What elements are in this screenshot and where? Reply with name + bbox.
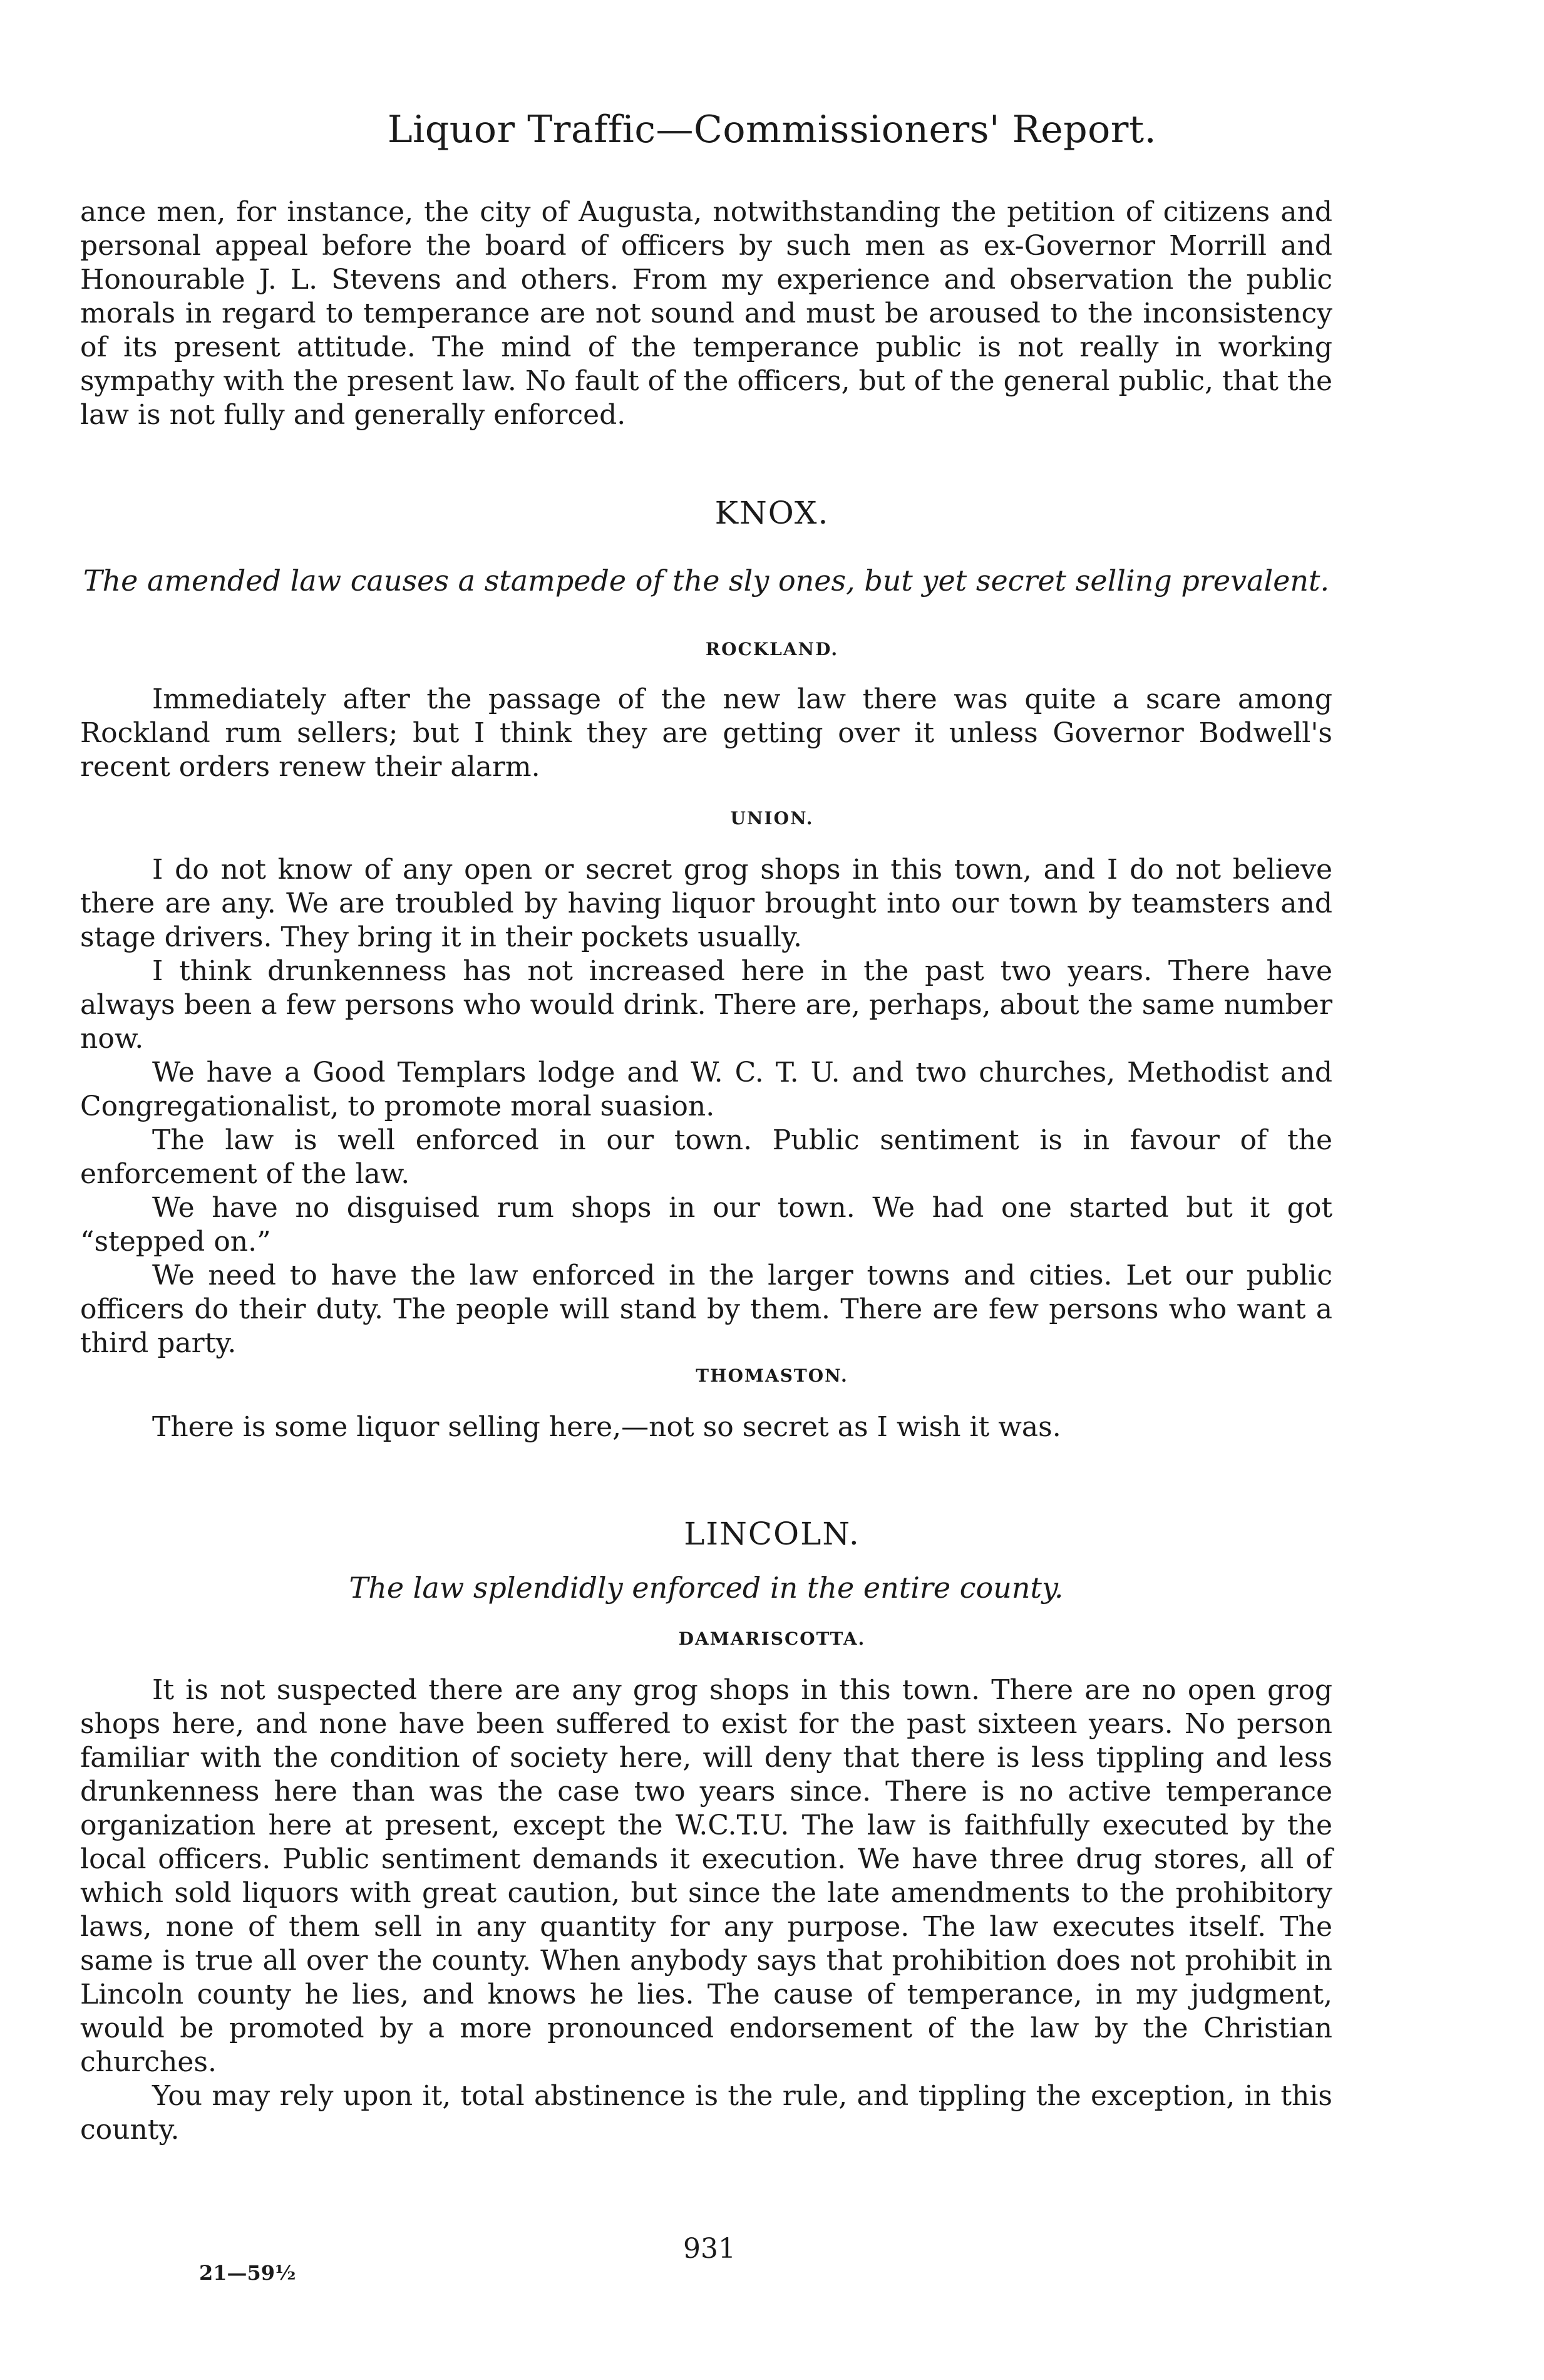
town-heading-union: UNION. bbox=[730, 808, 814, 829]
union-paragraph: I do not know of any open or secret grog shops in this town, and I do not believe there are any. We are troubled by having liquor brought into our town by teamsters and stage drivers. They bring it in their pockets usually. bbox=[80, 854, 1332, 953]
union-paragraph: We have a Good Templars lodge and W. C. T. U. and two churches, Methodist and Congregationalist, to promote moral suasion. bbox=[80, 1057, 1332, 1122]
damariscotta-paragraph: It is not suspected there are any grog shops in this town. There are no open grog shops here, and none have been suffered to exist for the past sixteen years. No person familiar with the condition of society here, will deny that there is less tippling and less drunkenness here than was the case two years since. There is no active temperance organization here at present, except the W.C.T.U. The law is faithfully executed by the local officers. Public sentiment demands it execution. We have three drug stores, all of which sold liquors with great caution, but since the late amendments to the prohibitory laws, none of them sell in any quantity for any purpose. The law executes itself. The same is true all over the county. When anybody says that prohibition does not prohibit in Lincoln county he lies, and knows he lies. The cause of temperance, in my judgment, would be promoted by a more pronounced endorsement of the law by the Christian churches. bbox=[80, 1674, 1332, 2078]
rockland-paragraph: Immediately after the passage of the new law there was quite a scare among Rockland rum sellers; but I think they are getting over it unless Governor Bodwell's recent orders renew their alarm. bbox=[80, 683, 1332, 783]
county-heading-knox: KNOX. bbox=[714, 495, 830, 531]
town-heading-damariscotta: DAMARISCOTTA. bbox=[678, 1628, 866, 1649]
town-heading-thomaston: THOMASTON. bbox=[696, 1365, 848, 1386]
page-number: 931 bbox=[683, 2233, 736, 2265]
damariscotta-section bbox=[80, 1674, 1332, 2147]
union-paragraph: We have no disguised rum shops in our town. We had one started but it got “stepped on.” bbox=[80, 1192, 1332, 1258]
opening-paragraph: ance men, for instance, the city of Augusta, notwithstanding the petition of citizens and personal appeal before the board of officers by such men as ex-Governor Morrill and Honourable J. L. Stevens and others. From my experience and observation the public morals in regard to temperance are not sound and must be aroused to the inconsistency of its present attitude. The mind of the temperance public is not really in working sympathy with the present law. No fault of the officers, but of the general public, that the law is not fully and generally enforced. bbox=[80, 196, 1332, 431]
union-paragraph: The law is well enforced in our town. Public sentiment is in favour of the enforcement of the law. bbox=[80, 1124, 1332, 1190]
running-head: Liquor Traffic—Commissioners' Report. bbox=[387, 108, 1157, 152]
county-heading-lincoln: LINCOLN. bbox=[684, 1516, 860, 1552]
union-paragraph: I think drunkenness has not increased here in the past two years. There have always been a few persons who would drink. There are, perhaps, about the same number now. bbox=[80, 955, 1332, 1055]
rockland-section bbox=[80, 683, 1332, 784]
county-summary-knox: The amended law causes a stampede of the sly ones, but yet secret selling prevalent. bbox=[83, 564, 1330, 598]
printer-signature-mark: 21—59½ bbox=[199, 2261, 296, 2285]
union-paragraph: We need to have the law enforced in the larger towns and cities. Let our public officers do their duty. The people will stand by them. There are few persons who want a third party. bbox=[80, 1260, 1332, 1359]
damariscotta-paragraph: You may rely upon it, total abstinence is the rule, and tippling the exception, in this county. bbox=[80, 2080, 1332, 2146]
union-section bbox=[80, 853, 1332, 1360]
thomaston-section bbox=[80, 1410, 1332, 1444]
opening-section bbox=[80, 195, 1332, 432]
county-summary-lincoln: The law splendidly enforced in the entire county. bbox=[349, 1571, 1064, 1605]
thomaston-paragraph: There is some liquor selling here,—not so secret as I wish it was. bbox=[152, 1411, 1061, 1443]
town-heading-rockland: ROCKLAND. bbox=[705, 639, 839, 660]
